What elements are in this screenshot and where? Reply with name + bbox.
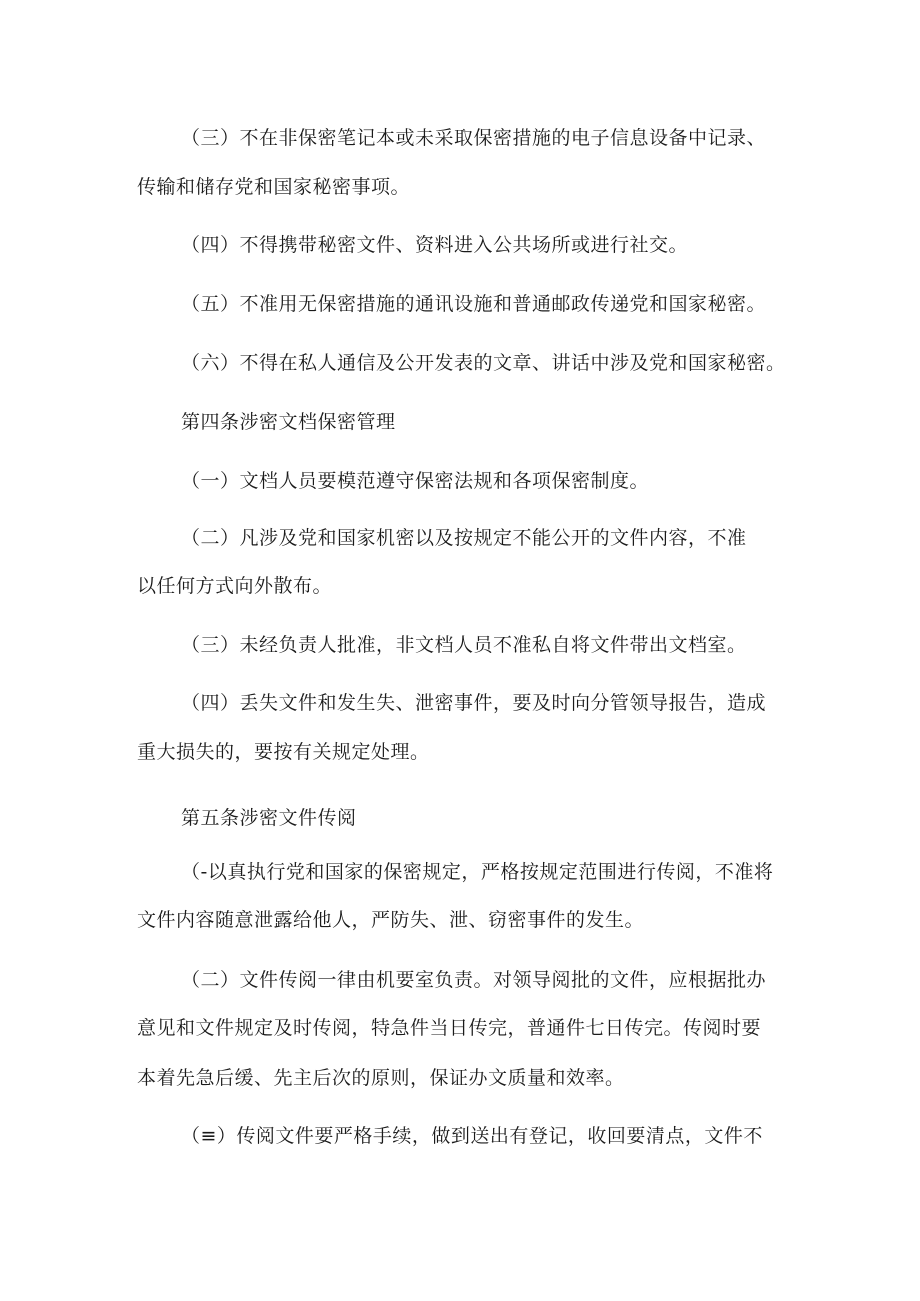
text-line-2: 传输和储存党和国家秘密事项。 [137,176,411,198]
section-heading-5: 第五条涉密文件传阅 [181,807,357,829]
text-line-14: （-以真执行党和国家的保密规定，严格按规定范围进行传阅，不准将 [181,861,774,883]
text-line-9: 以任何方式向外散布。 [137,575,333,597]
text-line-4: （五）不准用无保密措施的通讯设施和普通邮政传递党和国家秘密。 [181,293,767,315]
section-heading-4: 第四条涉密文档保密管理 [181,411,396,433]
text-line-12: 重大损失的，要按有关规定处理。 [137,741,430,763]
text-line-16: （二）文件传阅一律由机要室负责。对领导阅批的文件，应根据批办 [181,969,767,991]
text-line-19: （≡）传阅文件要严格手续，做到送出有登记，收回要清点，文件不 [181,1125,763,1147]
text-line-3: （四）不得携带秘密文件、资料进入公共场所或进行社交。 [181,234,689,256]
text-line-17: 意见和文件规定及时传阅，特急件当日传完，普通件七日传完。传阅时要 [137,1017,762,1039]
text-line-8: （二）凡涉及党和国家机密以及按规定不能公开的文件内容，不准 [181,527,747,549]
text-line-1: （三）不在非保密笔记本或未采取保密措施的电子信息设备中记录、 [181,127,767,149]
text-line-5: （六）不得在私人通信及公开发表的文章、讲话中涉及党和国家秘密。 [181,352,786,374]
text-line-10: （三）未经负责人批准，非文档人员不准私自将文件带出文档室。 [181,634,747,656]
text-line-11: （四）丢失文件和发生失、泄密事件，要及时向分管领导报告，造成 [181,692,767,714]
text-line-18: 本着先急后缓、先主后次的原则，保证办文质量和效率。 [137,1067,625,1089]
text-line-7: （一）文档人员要模范遵守保密法规和各项保密制度。 [181,470,650,492]
text-line-15: 文件内容随意泄露给他人，严防失、泄、窃密事件的发生。 [137,909,645,931]
